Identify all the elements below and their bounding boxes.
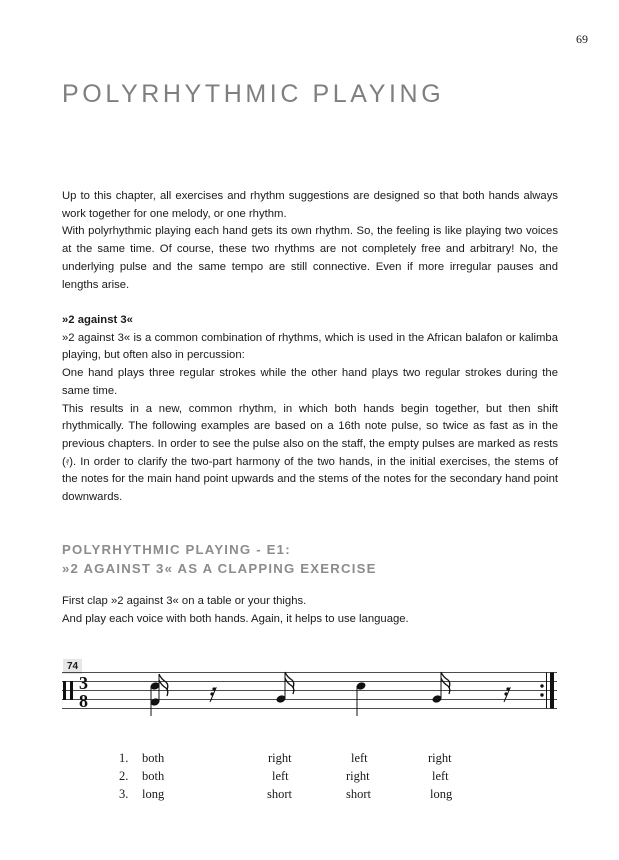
staff-lines [62, 673, 557, 709]
time-signature-denominator: 8 [79, 691, 88, 711]
section-heading: »2 against 3« [62, 314, 133, 326]
lyric-verse-number: 1. [119, 751, 129, 765]
lyric-word: right [268, 751, 292, 765]
lyric-word: left [351, 751, 368, 765]
section-paragraph: This results in a new, common rhythm, in which both hands begin together, but then shift rhythmically. The following examples are based on a 16th note pulse, so twice as fast as in the previous chapters. In order to see the pulse also on the staff, the empty pulses are marked as rests (𝄿). In order to clarify the two-part harmony of the two hands, in the initial exercises, the stems of the notes for the main hand point upwards and the stems of the notes for the secondary hand point downwards. [62, 402, 558, 504]
instruction-line: And play each voice with both hands. Again, it helps to use language. [62, 612, 409, 625]
lyric-word: long [430, 787, 453, 801]
page-number: 69 [576, 32, 588, 46]
lyric-word: right [428, 751, 452, 765]
measure-number: 74 [63, 659, 82, 674]
section-paragraph: »2 against 3« is a common combination of rhythms, which is used in the African balafon or kalimba playing, but often also in percussion: [62, 331, 558, 362]
lyric-word: both [142, 751, 165, 765]
lyric-verse-number: 2. [119, 769, 129, 783]
lyric-word: short [267, 787, 292, 801]
section-paragraph: One hand plays three regular strokes while the other hand plays two regular strokes during the same time. [62, 367, 558, 397]
instruction-line: First clap »2 against 3« on a table or your thighs. [62, 595, 307, 607]
lyric-word: left [272, 769, 289, 783]
intro-paragraph: With polyrhythmic playing each hand gets its own rhythm. So, the feeling is like playing two voices at the same time. Of course, these two rhythms are not completely free and arbitrary! No, the underlying pulse and the same tempo are still connective. Even if more irregular pauses and lengths arise. [62, 225, 558, 291]
exercise-heading-line: POLYRHYTHMIC PLAYING - E1: [62, 542, 291, 557]
note-lower-hand [356, 681, 367, 716]
lyric-word: long [142, 787, 165, 801]
note-upper-hand [276, 672, 294, 704]
lyric-word: right [346, 769, 370, 783]
intro-paragraph: Up to this chapter, all exercises and rhythm suggestions are designed so that both hands always work together for one melody, or one rhythm. [62, 190, 558, 220]
lyric-word: left [432, 769, 449, 783]
lyric-word: both [142, 769, 165, 783]
time-signature-numerator: 3 [79, 673, 88, 693]
lyric-verse-number: 3. [119, 787, 129, 801]
exercise-heading-line: »2 AGAINST 3« AS A CLAPPING EXERCISE [62, 561, 377, 576]
lyric-word: short [346, 787, 371, 801]
note-both-hands [150, 674, 168, 716]
chapter-title: POLYRHYTHMIC PLAYING [62, 80, 445, 108]
note-upper-hand [432, 672, 450, 704]
